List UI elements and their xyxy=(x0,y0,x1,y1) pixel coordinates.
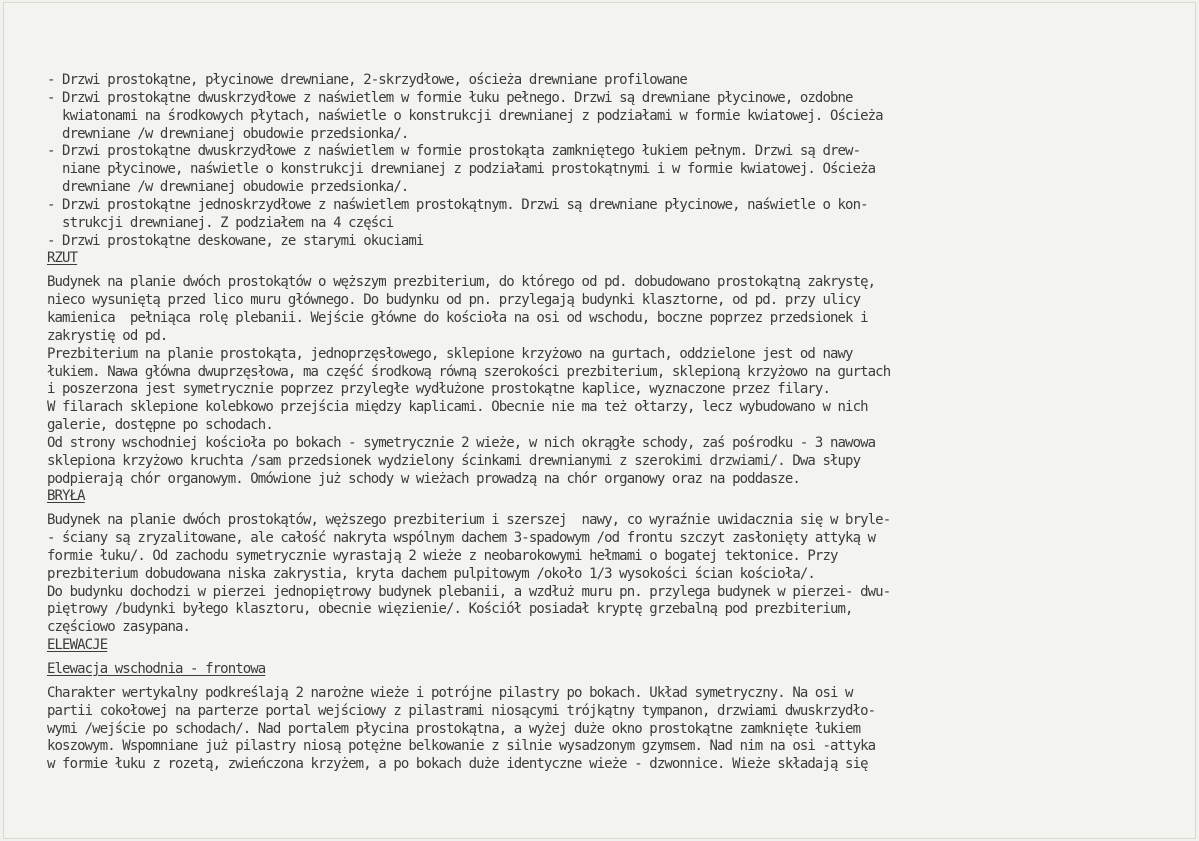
text-line: - Drzwi prostokątne dwuskrzydłowe z naświetlem w formie prostokąta zamkniętego łukiem pełnym. Drzwi są drew- xyxy=(47,143,861,160)
text-line: nieco wysuniętą przed lico muru głównego. Do budynku od pn. przylegają budynki klasztorne, od pd. przy ulicy xyxy=(47,292,861,309)
text-line: podpierają chór organowym. Omówione już schody w wieżach prowadzą na chór organowy oraz na poddasze. xyxy=(47,470,800,487)
text-line: wymi /wejście po schodach/. Nad portalem płycina prostokątna, a wyżej duże okno prostokątne zamknięte łukiem xyxy=(47,720,861,737)
text-line: łukiem. Nawa główna dwuprzęsłowa, ma część środkową równą szerokości prezbiterium, sklepioną krzyżowo na gurtach xyxy=(47,363,891,380)
text-line: - Drzwi prostokątne deskowane, ze starymi okuciami xyxy=(47,232,424,249)
text-line: i poszerzona jest symetrycznie poprzez przyległe wydłużone prostokątne kaplice, wyznaczone przez filary. xyxy=(47,381,830,398)
text-line: - Drzwi prostokątne dwuskrzydłowe z naświetlem w formie łuku pełnego. Drzwi są drewniane płycinowe, ozdobne xyxy=(47,89,853,106)
text-line: Prezbiterium na planie prostokąta, jednoprzęsłowego, sklepione krzyżowo na gurtach, oddzielone jest od nawy xyxy=(47,345,853,362)
text-line: Budynek na planie dwóch prostokątów, węższego prezbiterium i szerszej nawy, co wyraźnie uwidacznia się w bryle- xyxy=(47,512,891,529)
text-line: Charakter wertykalny podkreślają 2 narożne wieże i potrójne pilastry po bokach. Układ symetryczny. Na osi w xyxy=(47,684,853,701)
text-line: w formie łuku z rozetą, zwieńczona krzyżem, a po bokach duże identyczne wieże - dzwonnice. Wieże składają się xyxy=(47,756,868,773)
text-line: - Drzwi prostokątne, płycinowe drewniane, 2-skrzydłowe, ościeża drewniane profilowane xyxy=(47,72,687,88)
text-line: Do budynku dochodzi w pierzei jednopiętrowy budynek plebanii, a wzdłuż muru pn. przylega budynek w pierzei- dwu- xyxy=(47,583,891,600)
text-line: koszowym. Wspomniane już pilastry niosą potężne belkowanie z silnie wysadzonym gzymsem. Nad nim na osi -attyka xyxy=(47,738,876,755)
subsection-heading-elewacja-wschodnia: Elewacja wschodnia - frontowa xyxy=(47,661,266,677)
text-line: kamienica pełniąca rolę plebanii. Wejście główne do kościoła na osi od wschodu, boczne poprzez przedsionek i xyxy=(47,309,868,326)
text-line: niane płycinowe, naświetle o konstrukcji drewnianej z podziałami prostokątnymi i w formie kwiatowej. Ościeża xyxy=(47,161,876,178)
text-line: formie łuku/. Od zachodu symetrycznie wyrastają 2 wieże z neobarokowymi hełmami o bogatej tektonice. Przy xyxy=(47,547,838,564)
text-line: częściowo zasypana. xyxy=(47,619,191,636)
section-heading-rzut: RZUT xyxy=(47,250,78,267)
text-line: prezbiterium dobudowana niska zakrystia, kryta dachem pulpitowym /około 1/3 wysokości ścian kościoła/. xyxy=(47,565,815,582)
text-line: strukcji drewnianej. Z podziałem na 4 części xyxy=(47,214,394,231)
text-line: zakrystię od pd. xyxy=(47,327,168,344)
text-line: galerie, dostępne po schodach. xyxy=(47,417,273,434)
text-line: - ściany są zryzalitowane, ale całość nakryta wspólnym dachem 3-spadowym /od frontu szczyt zasłonięty attyką w xyxy=(47,530,876,547)
text-line: kwiatonami na środkowych płytach, naświetle o konstrukcji drewnianej z podziałami w formie kwiatowej. Ościeża xyxy=(47,107,883,124)
section-heading-elewacje: ELEWACJE xyxy=(47,637,108,654)
text-line: W filarach sklepione kolebkowo przejścia między kaplicami. Obecnie nie ma też ołtarzy, lecz wybudowano w nich xyxy=(47,399,868,416)
text-line: Od strony wschodniej kościoła po bokach - symetrycznie 2 wieże, w nich okrągłe schody, zaś pośrodku - 3 nawowa xyxy=(47,434,876,451)
text-line: drewniane /w drewnianej obudowie przedsionka/. xyxy=(47,125,409,142)
text-line: piętrowy /budynki byłego klasztoru, obecnie więzienie/. Kościół posiadał kryptę grzebalną pod prezbiterium, xyxy=(47,601,853,618)
text-line: sklepiona krzyżowo kruchta /sam przedsionek wydzielony ścinkami drewnianymi z szerokimi drzwiami/. Dwa słupy xyxy=(47,452,861,469)
document-text xyxy=(47,72,1192,774)
text-line: partii cokołowej na parterze portal wejściowy z pilastrami niosącymi trójkątny tympanon, drzwiami dwuskrzydło- xyxy=(47,702,876,719)
section-heading-bryla: BRYŁA xyxy=(47,488,85,505)
text-line: drewniane /w drewnianej obudowie przedsionka/. xyxy=(47,179,409,196)
text-line: Budynek na planie dwóch prostokątów o węższym prezbiterium, do którego od pd. dobudowano prostokątną zakrystę, xyxy=(47,274,876,291)
text-line: - Drzwi prostokątne jednoskrzydłowe z naświetlem prostokątnym. Drzwi są drewniane płycinowe, naświetle o kon- xyxy=(47,196,868,213)
